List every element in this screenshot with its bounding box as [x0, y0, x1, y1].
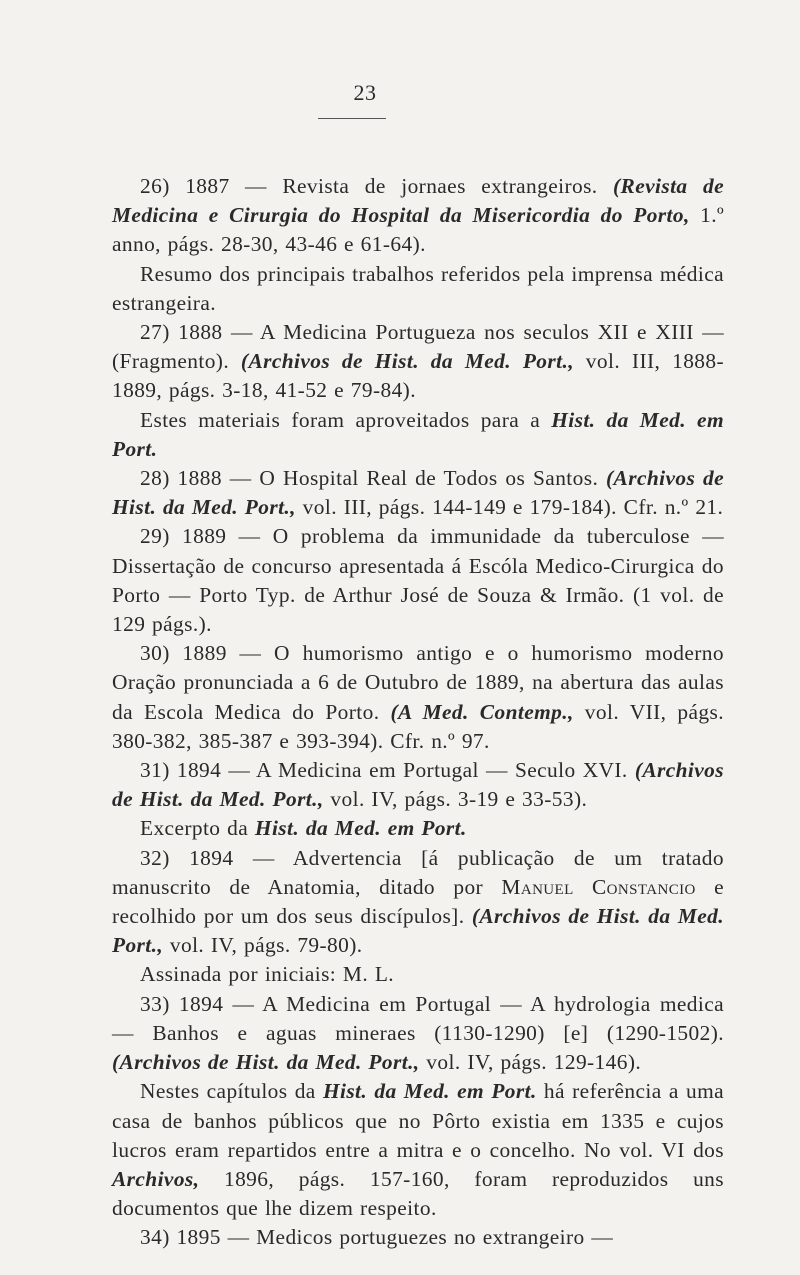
bibliography-list — [112, 172, 724, 1253]
note-text: Nestes capítulos da — [140, 1079, 323, 1104]
header-rule — [318, 118, 386, 119]
note-text: Excerpto da — [140, 816, 255, 841]
entry-details: 1.º anno, págs. 28-30, 43-46 e 61-64). — [112, 203, 724, 257]
note-reference: Hist. da Med. em Port. — [322, 1079, 537, 1104]
page-number: 23 — [353, 80, 377, 105]
entry-details: vol. IV, págs. 79-80). — [163, 933, 363, 958]
entry-source: (Archivos de Hist. da Med. Port., — [240, 349, 574, 374]
note-reference: Hist. da Med. em Port. — [112, 407, 724, 461]
entry-28 — [112, 464, 724, 522]
entry-text: 26) 1887 — Revista de jornaes extrangeiros. — [140, 174, 614, 198]
entry-26-note: Resumo dos principais trabalhos referidos pela imprensa médica estrangeira. — [112, 261, 724, 315]
entry-27-note — [112, 406, 724, 464]
entry-31 — [112, 756, 724, 814]
note-reference: Hist. da Med. em Port. — [254, 816, 467, 841]
entry-source: (A Med. Contemp., — [390, 699, 574, 724]
entry-details: vol. VII, págs. 380-382, 385-387 e 393-394). Cfr. n.º 97. — [112, 699, 724, 753]
entry-30 — [112, 639, 724, 756]
entry-27 — [112, 318, 724, 406]
entry-34: 34) 1895 — Medicos portuguezes no extrangeiro — — [140, 1225, 614, 1250]
entry-details: vol. IV, págs. 129-146). — [419, 1050, 642, 1075]
entry-source: (Revista de Medicina e Cirurgia do Hospital da Misericordia do Porto, — [112, 174, 724, 228]
entry-33 — [112, 990, 724, 1078]
entry-32-note: Assinada por iniciais: M. L. — [140, 962, 395, 987]
entry-29: 29) 1889 — O problema da immunidade da tuberculose — Dissertação de concurso apresentada á Escóla Medico-Cirurgica do Porto — Porto Typ. de Arthur José de Souza & Irmão. (1 vol. de 129 págs.). — [112, 524, 724, 637]
note-text: há referência a uma casa de banhos públicos que no Pôrto existia em 1335 e cujos lucros eram repartidos entre a mitra e o concelho. No vol. VI dos — [112, 1079, 724, 1162]
note-text: 1896, págs. 157-160, foram reproduzidos uns documentos que lhe dizem respeito. — [112, 1166, 724, 1221]
entry-details: vol. III, 1888-1889, págs. 3-18, 41-52 e 79-84). — [112, 349, 725, 403]
entry-details: vol. IV, págs. 3-19 e 33-53). — [323, 787, 588, 812]
entry-source: (Archivos de Hist. da Med. Port., — [112, 466, 725, 520]
entry-text: 31) 1894 — A Medicina em Portugal — Seculo XVI. — [140, 758, 635, 783]
entry-33-note — [112, 1077, 724, 1223]
entry-text: 33) 1894 — A Medicina em Portugal — A hydrologia medica — Banhos e aguas mineraes (1130-1290) [e] (1290-1502). — [112, 991, 724, 1045]
entry-text: e recolhido por um dos seus discípulos]. — [112, 874, 724, 929]
entry-32 — [112, 844, 724, 961]
note-reference: Archivos, — [112, 1166, 200, 1191]
entry-author: Manuel Constancio — [501, 874, 696, 899]
entry-source: (Archivos de Hist. da Med. Port., — [112, 904, 725, 958]
entry-source: (Archivos de Hist. da Med. Port., — [112, 1050, 420, 1075]
entry-source: (Archivos de Hist. da Med. Port., — [112, 758, 724, 812]
entry-text: 30) 1889 — O humorismo antigo e o humorismo moderno Oração pronunciada a 6 de Outubro de 1889, na abertura das aulas da Escola Medica do Porto. — [112, 641, 724, 724]
note-text: Estes materiais foram aproveitados para a — [140, 407, 552, 432]
entry-31-note — [112, 814, 724, 843]
entry-details: vol. III, págs. 144-149 e 179-184). Cfr. n.º 21. — [295, 495, 724, 520]
entry-26 — [112, 172, 724, 260]
entry-text: 32) 1894 — Advertencia [á publicação de um tratado manuscrito de Anatomia, ditado por — [112, 845, 724, 899]
entry-text: 28) 1888 — O Hospital Real de Todos os Santos. — [140, 466, 607, 491]
entry-text: 27) 1888 — A Medicina Portugueza nos seculos XII e XIII — (Fragmento). — [112, 320, 724, 374]
